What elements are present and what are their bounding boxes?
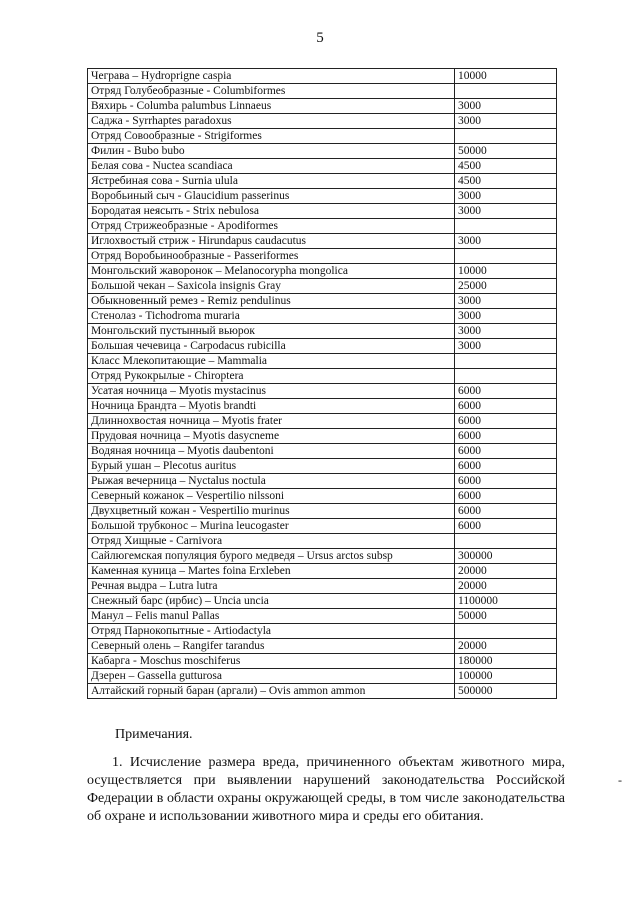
page-number: 5: [316, 30, 324, 46]
species-name-cell: Отряд Рукокрылые - Chiroptera: [88, 369, 455, 384]
table-row: [88, 624, 557, 639]
species-name-cell: Усатая ночница – Myotis mystacinus: [88, 384, 455, 399]
table-row: [88, 144, 557, 159]
table-row: [88, 369, 557, 384]
damage-value-cell: 6000: [455, 399, 557, 414]
damage-value-cell: [455, 84, 557, 99]
damage-value-cell: 6000: [455, 414, 557, 429]
damage-value-cell: 6000: [455, 519, 557, 534]
table-row: [88, 204, 557, 219]
table-row: [88, 669, 557, 684]
table-row: [88, 219, 557, 234]
note-paragraph-1: 1. Исчисление размера вреда, причиненного объектам животного мира, осуществляется при выявлении нарушений законодательства Российской Федерации в области охраны окружающей среды, в том числе законодательства об охране и использовании животного мира и среды его обитания.: [87, 755, 565, 824]
damage-value-cell: 300000: [455, 549, 557, 564]
damage-value-cell: 4500: [455, 159, 557, 174]
damage-value-cell: 3000: [455, 324, 557, 339]
species-name-cell: Стенолаз - Tichodroma muraria: [88, 309, 455, 324]
species-name-cell: Отряд Совообразные - Strigiformes: [88, 129, 455, 144]
damage-value-cell: 6000: [455, 489, 557, 504]
damage-value-cell: [455, 249, 557, 264]
species-name-cell: Монгольский жаворонок – Melanocorypha mongolica: [88, 264, 455, 279]
species-name-cell: Класс Млекопитающие – Mammalia: [88, 354, 455, 369]
damage-value-cell: 3000: [455, 189, 557, 204]
margin-mark: -: [618, 773, 622, 787]
table-row: [88, 429, 557, 444]
species-name-cell: Водяная ночница – Myotis daubentoni: [88, 444, 455, 459]
table-row: [88, 654, 557, 669]
damage-value-cell: 3000: [455, 99, 557, 114]
species-name-cell: Вяхирь - Columba palumbus Linnaeus: [88, 99, 455, 114]
damage-value-cell: 6000: [455, 444, 557, 459]
damage-value-cell: 6000: [455, 459, 557, 474]
damage-value-cell: 6000: [455, 384, 557, 399]
species-damage-table: [87, 68, 557, 699]
damage-value-cell: 3000: [455, 294, 557, 309]
damage-value-cell: 6000: [455, 504, 557, 519]
species-name-cell: Большая чечевица - Carpodacus rubicilla: [88, 339, 455, 354]
species-name-cell: Каменная куница – Martes foina Erxleben: [88, 564, 455, 579]
table-row: [88, 609, 557, 624]
table-row: [88, 84, 557, 99]
table-row: [88, 489, 557, 504]
table-row: [88, 399, 557, 414]
damage-value-cell: 20000: [455, 579, 557, 594]
species-name-cell: Саджа - Syrrhaptes paradoxus: [88, 114, 455, 129]
table-row: [88, 324, 557, 339]
damage-value-cell: 10000: [455, 264, 557, 279]
table-row: [88, 99, 557, 114]
species-name-cell: Бородатая неясыть - Strix nebulosa: [88, 204, 455, 219]
damage-value-cell: [455, 219, 557, 234]
species-name-cell: Чеграва – Hydroprigne caspia: [88, 69, 455, 84]
table-row: [88, 564, 557, 579]
species-name-cell: Большой трубконос – Murina leucogaster: [88, 519, 455, 534]
species-name-cell: Дзерен – Gassella gutturosa: [88, 669, 455, 684]
damage-value-cell: 10000: [455, 69, 557, 84]
species-name-cell: Алтайский горный баран (аргали) – Ovis ammon ammon: [88, 684, 455, 699]
species-name-cell: Отряд Голубеобразные - Columbiformes: [88, 84, 455, 99]
table-row: [88, 279, 557, 294]
species-name-cell: Ночница Брандта – Myotis brandti: [88, 399, 455, 414]
damage-value-cell: 4500: [455, 174, 557, 189]
species-name-cell: Большой чекан – Saxicola insignis Gray: [88, 279, 455, 294]
species-name-cell: Северный олень – Rangifer tarandus: [88, 639, 455, 654]
table-row: [88, 69, 557, 84]
damage-value-cell: 6000: [455, 474, 557, 489]
damage-value-cell: 3000: [455, 309, 557, 324]
table-row: [88, 684, 557, 699]
table-row: [88, 309, 557, 324]
table-row: [88, 354, 557, 369]
table-row: [88, 189, 557, 204]
species-name-cell: Монгольский пустынный вьюрок: [88, 324, 455, 339]
table-row: [88, 294, 557, 309]
damage-value-cell: [455, 354, 557, 369]
damage-value-cell: 3000: [455, 339, 557, 354]
damage-value-cell: 50000: [455, 144, 557, 159]
table-row: [88, 504, 557, 519]
species-name-cell: Обыкновенный ремез - Remiz pendulinus: [88, 294, 455, 309]
table-row: [88, 129, 557, 144]
table-row: [88, 519, 557, 534]
table-row: [88, 234, 557, 249]
damage-value-cell: 25000: [455, 279, 557, 294]
table-row: [88, 114, 557, 129]
table-row: [88, 174, 557, 189]
damage-value-cell: [455, 624, 557, 639]
damage-value-cell: 1100000: [455, 594, 557, 609]
damage-value-cell: [455, 369, 557, 384]
notes-body: [87, 754, 565, 826]
damage-value-cell: 20000: [455, 639, 557, 654]
table-row: [88, 549, 557, 564]
species-name-cell: Речная выдра – Lutra lutra: [88, 579, 455, 594]
damage-value-cell: 3000: [455, 114, 557, 129]
species-name-cell: Отряд Хищные - Carnivora: [88, 534, 455, 549]
species-name-cell: Рыжая вечерница – Nyctalus noctula: [88, 474, 455, 489]
damage-value-cell: [455, 534, 557, 549]
table-row: [88, 249, 557, 264]
species-name-cell: Сайлюгемская популяция бурого медведя – Ursus arctos subsp: [88, 549, 455, 564]
damage-value-cell: 500000: [455, 684, 557, 699]
damage-value-cell: 6000: [455, 429, 557, 444]
table-row: [88, 339, 557, 354]
table-row: [88, 474, 557, 489]
damage-value-cell: 50000: [455, 609, 557, 624]
damage-value-cell: 3000: [455, 204, 557, 219]
notes-title: Примечания.: [115, 727, 193, 742]
species-name-cell: Отряд Стрижеобразные - Apodiformes: [88, 219, 455, 234]
species-name-cell: Кабарга - Moschus moschiferus: [88, 654, 455, 669]
species-name-cell: Манул – Felis manul Pallas: [88, 609, 455, 624]
table-row: [88, 639, 557, 654]
species-name-cell: Снежный барс (ирбис) – Uncia uncia: [88, 594, 455, 609]
table-row: [88, 159, 557, 174]
species-name-cell: Двухцветный кожан - Vespertilio murinus: [88, 504, 455, 519]
species-name-cell: Белая сова - Nuctea scandiaca: [88, 159, 455, 174]
species-name-cell: Бурый ушан – Plecotus auritus: [88, 459, 455, 474]
table-row: [88, 459, 557, 474]
table-row: [88, 384, 557, 399]
damage-value-cell: 3000: [455, 234, 557, 249]
species-name-cell: Отряд Воробьинообразные - Passeriformes: [88, 249, 455, 264]
species-table-body: [88, 69, 557, 699]
damage-value-cell: 20000: [455, 564, 557, 579]
species-name-cell: Прудовая ночница – Myotis dasycneme: [88, 429, 455, 444]
table-row: [88, 444, 557, 459]
species-name-cell: Длиннохвостая ночница – Myotis frater: [88, 414, 455, 429]
table-row: [88, 594, 557, 609]
species-name-cell: Отряд Парнокопытные - Artiodactyla: [88, 624, 455, 639]
species-name-cell: Филин - Bubo bubo: [88, 144, 455, 159]
damage-value-cell: 180000: [455, 654, 557, 669]
species-name-cell: Ястребиная сова - Surnia ulula: [88, 174, 455, 189]
table-row: [88, 534, 557, 549]
table-row: [88, 579, 557, 594]
species-name-cell: Воробьиный сыч - Glaucidium passerinus: [88, 189, 455, 204]
table-row: [88, 414, 557, 429]
damage-value-cell: [455, 129, 557, 144]
table-row: [88, 264, 557, 279]
species-name-cell: Иглохвостый стриж - Hirundapus caudacutus: [88, 234, 455, 249]
species-name-cell: Северный кожанок – Vespertilio nilssoni: [88, 489, 455, 504]
damage-value-cell: 100000: [455, 669, 557, 684]
